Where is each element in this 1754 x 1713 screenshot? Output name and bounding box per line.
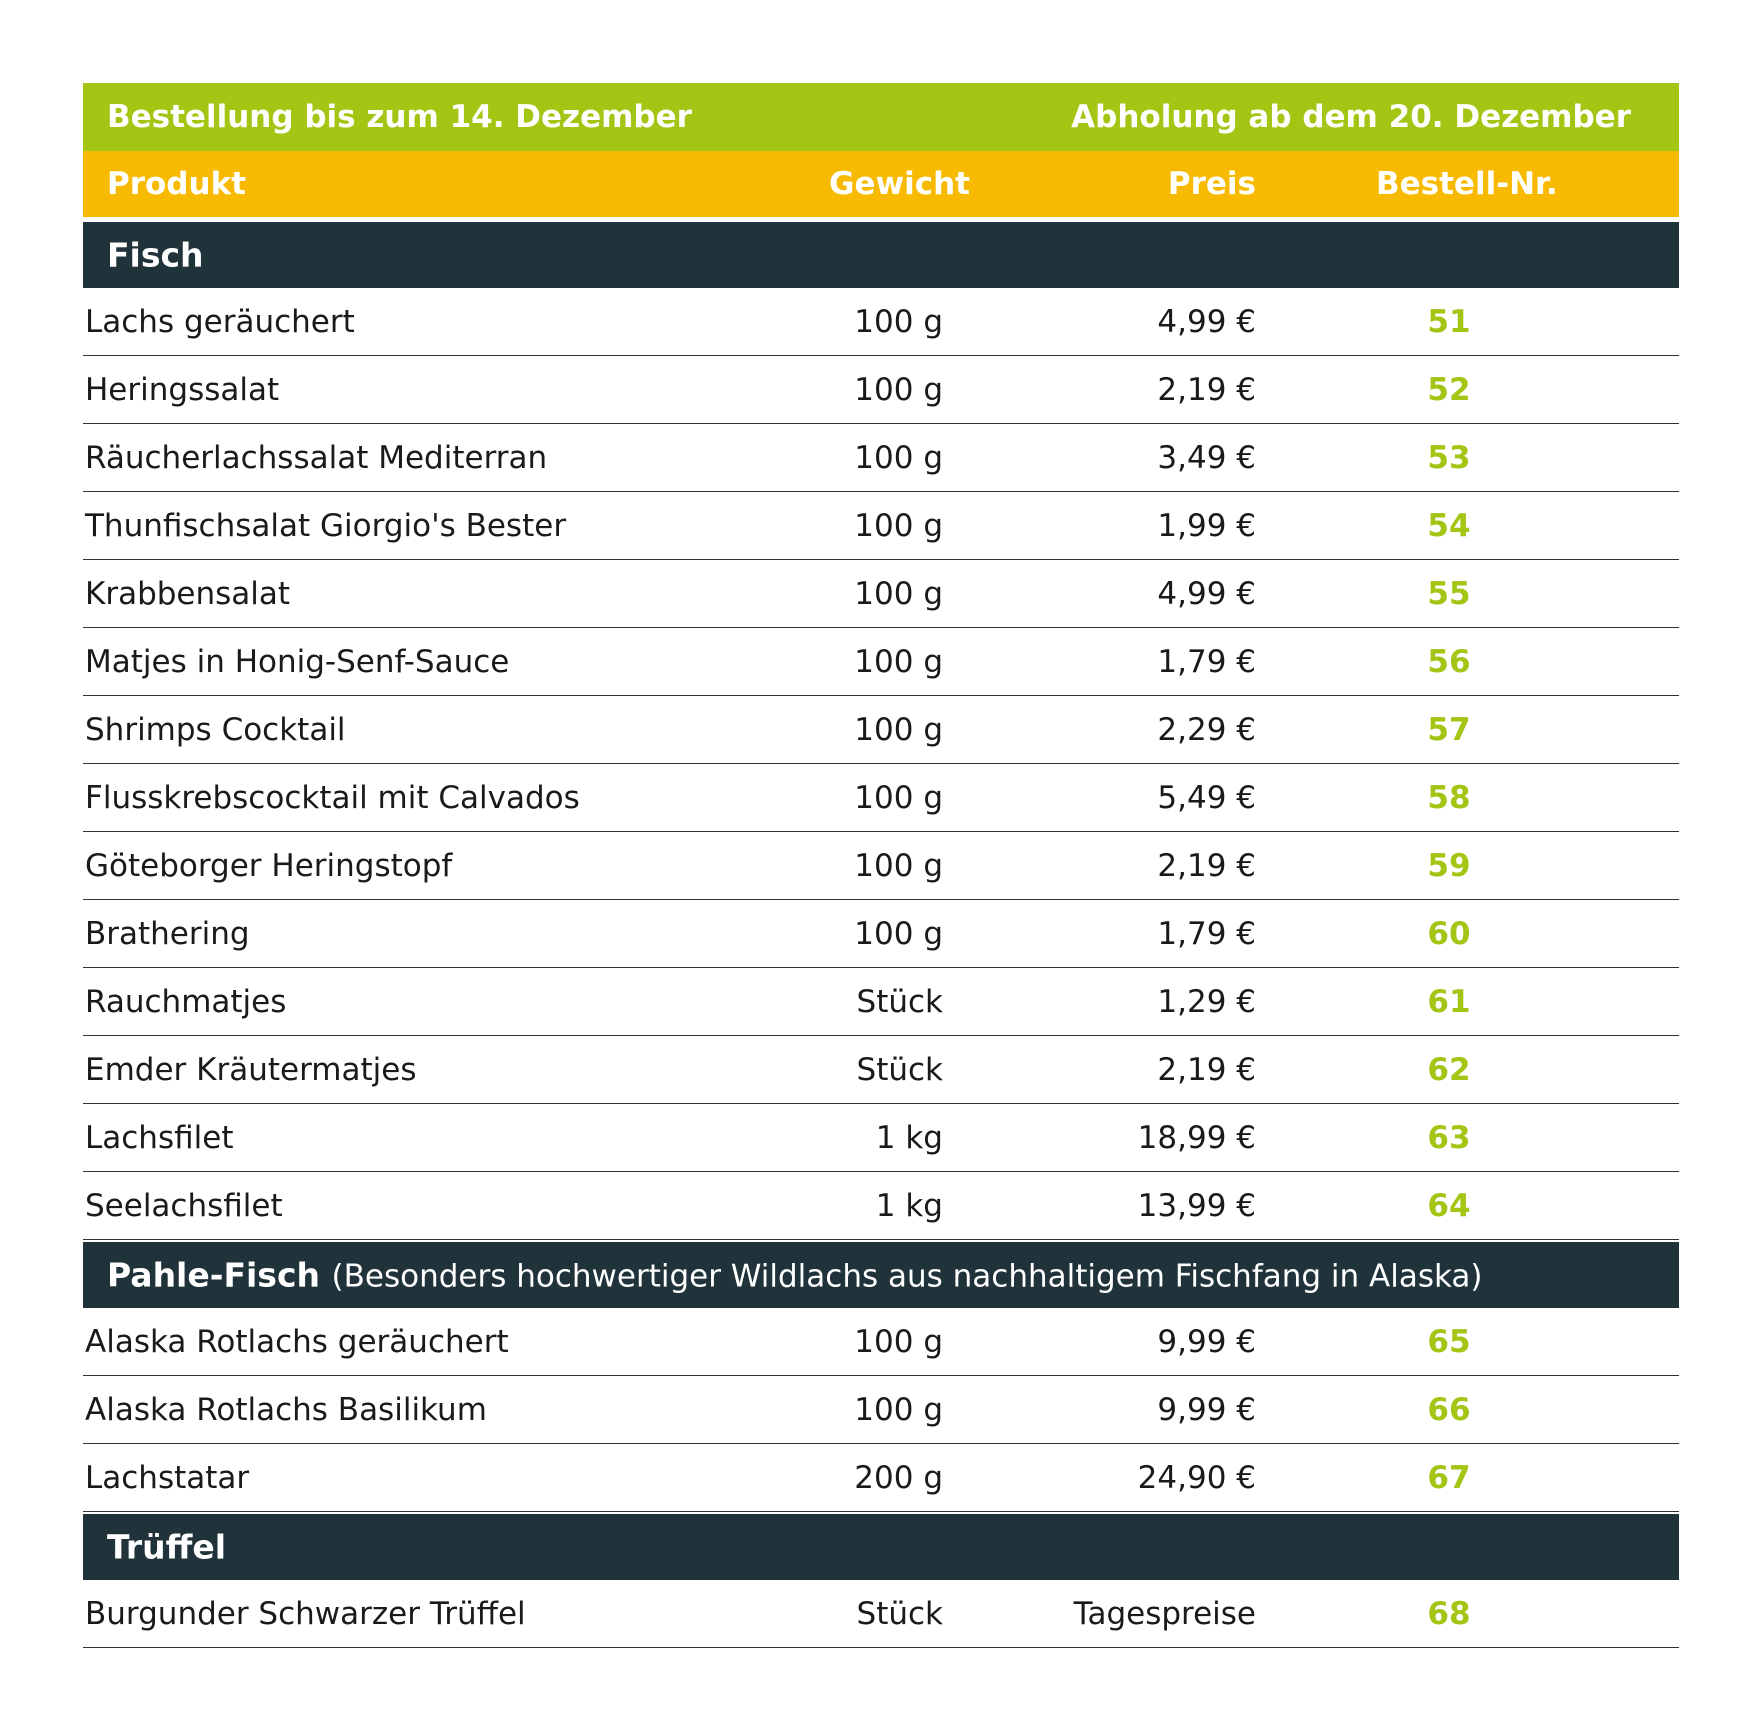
section-header — [83, 1512, 1679, 1580]
order-no-cell: 52 — [1427, 371, 1471, 408]
weight-cell: 200 g — [854, 1459, 943, 1496]
price-cell: Tagespreise — [1073, 1595, 1256, 1632]
weight-cell: Stück — [856, 1051, 943, 1088]
weight-cell: 100 g — [854, 507, 943, 544]
order-no-cell: 63 — [1427, 1119, 1471, 1156]
weight-cell: 1 kg — [875, 1119, 943, 1156]
product-cell: Flusskrebscocktail mit Calvados — [85, 779, 580, 816]
weight-cell: 1 kg — [875, 1187, 943, 1224]
price-cell: 4,99 € — [1157, 303, 1256, 340]
section-title — [107, 236, 204, 275]
table-row — [83, 1172, 1679, 1240]
table-row — [83, 424, 1679, 492]
table-row — [83, 968, 1679, 1036]
weight-cell: 100 g — [854, 643, 943, 680]
table-row — [83, 356, 1679, 424]
section-header — [83, 1240, 1679, 1308]
weight-cell: 100 g — [854, 711, 943, 748]
price-cell: 18,99 € — [1137, 1119, 1256, 1156]
section-title-text: Pahle-Fisch — [107, 1255, 321, 1295]
order-no-cell: 61 — [1427, 983, 1471, 1020]
price-cell: 1,79 € — [1157, 643, 1256, 680]
section-title-text: Trüffel — [107, 1527, 227, 1567]
column-header-order-no: Bestell-Nr. — [1376, 166, 1558, 202]
weight-cell: 100 g — [854, 1391, 943, 1428]
weight-cell: 100 g — [854, 439, 943, 476]
weight-cell: Stück — [856, 1595, 943, 1632]
order-no-cell: 64 — [1427, 1187, 1471, 1224]
column-header-row — [83, 151, 1679, 220]
column-header-price: Preis — [1167, 166, 1256, 202]
column-header-weight: Gewicht — [829, 166, 970, 202]
product-cell: Alaska Rotlachs Basilikum — [85, 1391, 487, 1428]
price-cell: 3,49 € — [1157, 439, 1256, 476]
table-row — [83, 1308, 1679, 1376]
section-title — [107, 1256, 1483, 1295]
section-note: (Besonders hochwertiger Wildlachs aus nachhaltigem Fischfang in Alaska) — [331, 1258, 1483, 1295]
order-no-cell: 56 — [1427, 643, 1471, 680]
price-cell: 5,49 € — [1157, 779, 1256, 816]
product-cell: Matjes in Honig-Senf-Sauce — [85, 643, 510, 680]
product-cell: Krabbensalat — [85, 575, 291, 612]
weight-cell: 100 g — [854, 915, 943, 952]
table-row — [83, 1104, 1679, 1172]
section-header — [83, 220, 1679, 288]
price-cell: 9,99 € — [1157, 1391, 1256, 1428]
price-cell: 1,79 € — [1157, 915, 1256, 952]
product-cell: Lachsfilet — [85, 1119, 234, 1156]
product-cell: Lachs geräuchert — [85, 303, 355, 340]
product-cell: Rauchmatjes — [85, 983, 287, 1020]
table-row — [83, 764, 1679, 832]
section-title-text: Fisch — [107, 235, 204, 275]
product-cell: Brathering — [85, 915, 250, 952]
price-cell: 2,19 € — [1157, 1051, 1256, 1088]
product-cell: Göteborger Heringstopf — [85, 847, 453, 884]
product-cell: Heringssalat — [85, 371, 280, 408]
price-cell: 13,99 € — [1137, 1187, 1256, 1224]
weight-cell: 100 g — [854, 303, 943, 340]
weight-cell: 100 g — [854, 575, 943, 612]
table-row — [83, 1444, 1679, 1512]
table-row — [83, 696, 1679, 764]
pickup-date: Abholung ab dem 20. Dezember — [1071, 99, 1631, 135]
table-row — [83, 1580, 1679, 1648]
table-row — [83, 288, 1679, 356]
order-no-cell: 57 — [1427, 711, 1471, 748]
order-no-cell: 62 — [1427, 1051, 1471, 1088]
weight-cell: Stück — [856, 983, 943, 1020]
section-title — [107, 1528, 226, 1567]
product-cell: Shrimps Cocktail — [85, 711, 346, 748]
order-no-cell: 54 — [1427, 507, 1471, 544]
column-header-product: Produkt — [107, 166, 247, 202]
table-row — [83, 492, 1679, 560]
order-no-cell: 65 — [1427, 1323, 1471, 1360]
table-row — [83, 560, 1679, 628]
product-cell: Alaska Rotlachs geräuchert — [85, 1323, 509, 1360]
product-cell: Thunfischsalat Giorgio's Bester — [85, 507, 567, 544]
product-cell: Emder Kräutermatjes — [85, 1051, 417, 1088]
order-no-cell: 59 — [1427, 847, 1471, 884]
price-cell: 2,29 € — [1157, 711, 1256, 748]
product-cell: Seelachsfilet — [85, 1187, 283, 1224]
price-cell: 4,99 € — [1157, 575, 1256, 612]
order-no-cell: 60 — [1427, 915, 1471, 952]
order-banner — [83, 83, 1679, 151]
weight-cell: 100 g — [854, 779, 943, 816]
price-cell: 24,90 € — [1137, 1459, 1256, 1496]
order-no-cell: 53 — [1427, 439, 1471, 476]
table-body — [83, 220, 1679, 1648]
weight-cell: 100 g — [854, 1323, 943, 1360]
order-no-cell: 51 — [1427, 303, 1471, 340]
order-no-cell: 55 — [1427, 575, 1471, 612]
order-table — [83, 83, 1679, 1648]
order-no-cell: 58 — [1427, 779, 1471, 816]
price-cell: 1,29 € — [1157, 983, 1256, 1020]
product-cell: Lachstatar — [85, 1459, 250, 1496]
weight-cell: 100 g — [854, 371, 943, 408]
product-cell: Burgunder Schwarzer Trüffel — [85, 1595, 526, 1632]
table-row — [83, 900, 1679, 968]
price-cell: 2,19 € — [1157, 371, 1256, 408]
order-no-cell: 66 — [1427, 1391, 1471, 1428]
table-row — [83, 1036, 1679, 1104]
weight-cell: 100 g — [854, 847, 943, 884]
table-row — [83, 628, 1679, 696]
price-cell: 9,99 € — [1157, 1323, 1256, 1360]
price-cell: 2,19 € — [1157, 847, 1256, 884]
table-row — [83, 832, 1679, 900]
order-no-cell: 68 — [1427, 1595, 1471, 1632]
price-cell: 1,99 € — [1157, 507, 1256, 544]
product-cell: Räucherlachssalat Mediterran — [85, 439, 548, 476]
order-deadline: Bestellung bis zum 14. Dezember — [107, 99, 692, 135]
order-no-cell: 67 — [1427, 1459, 1471, 1496]
table-row — [83, 1376, 1679, 1444]
